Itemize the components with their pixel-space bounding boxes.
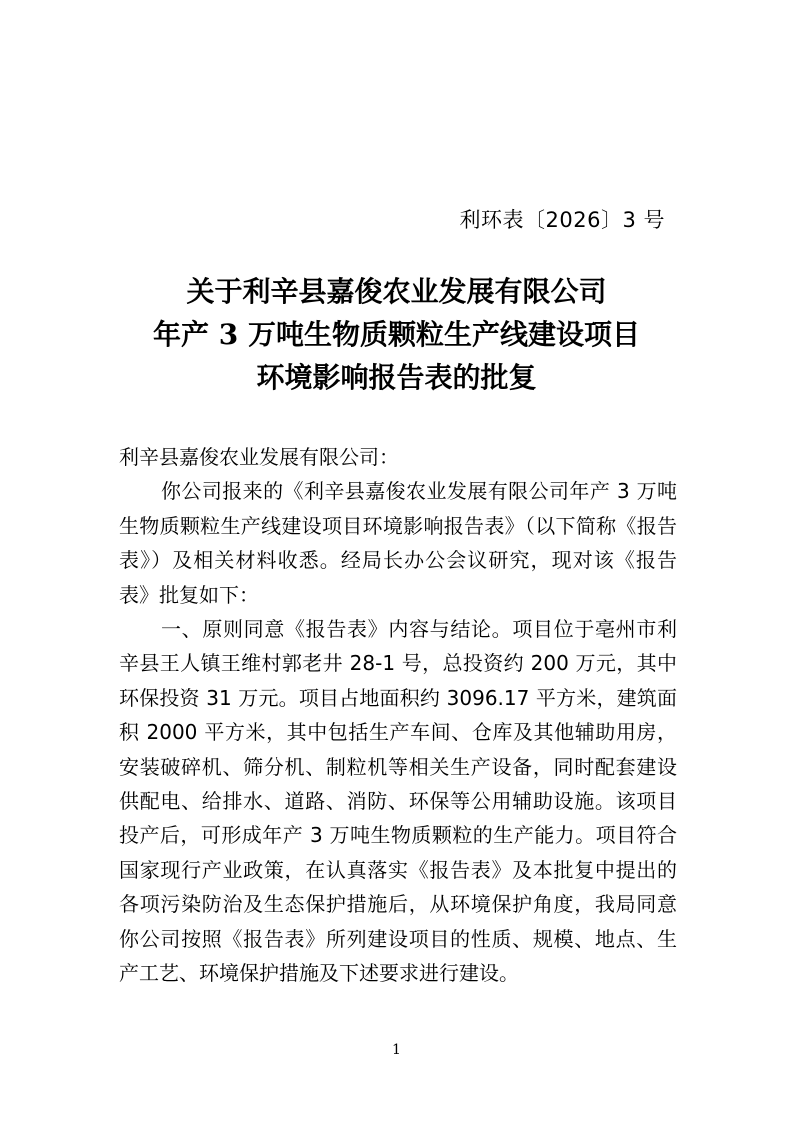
page-number: 1 (392, 1042, 401, 1058)
title-line-2: 年产 3 万吨生物质颗粒生产线建设项目 (153, 318, 640, 351)
paragraph-intro: 你公司报来的《利辛县嘉俊农业发展有限公司年产 3 万吨生物质颗粒生产线建设项目环境影响报告表》（以下简称《报告表》）及相关材料收悉。经局长办公会议研究，现对该《报告表》批复如下： (119, 479, 677, 607)
document-title (60, 270, 733, 399)
paragraph-approval-point-1: 一、原则同意《报告表》内容与结论。项目位于亳州市利辛县王人镇王维村郭老井 28-1 号，总投资约 200 万元，其中环保投资 31 万元。项目占地面积约 3096.17 平方米，建筑面积 2000 平方米，其中包括生产车间、仓库及其他辅助用房，安装破碎机、筛分机、制粒机等相关生产设备，同时配套建设供配电、给排水、道路、消防、环保等公用辅助设施。该项目投产后，可形成年产 3 万吨生物质颗粒的生产能力。项目符合国家现行产业政策，在认真落实《报告表》及本批复中提出的各项污染防治及生态保护措施后，从环境保护角度，我局同意你公司按照《报告表》所列建设项目的性质、规模、地点、生产工艺、环境保护措施及下述要求进行建设。 (119, 617, 677, 986)
salutation: 利辛县嘉俊农业发展有限公司： (119, 445, 399, 469)
title-line-3: 环境影响报告表的批复 (256, 361, 537, 394)
title-line-1: 关于利辛县嘉俊农业发展有限公司 (186, 275, 607, 308)
document-number: 利环表〔2026〕3 号 (459, 208, 665, 232)
document-body (119, 440, 677, 991)
